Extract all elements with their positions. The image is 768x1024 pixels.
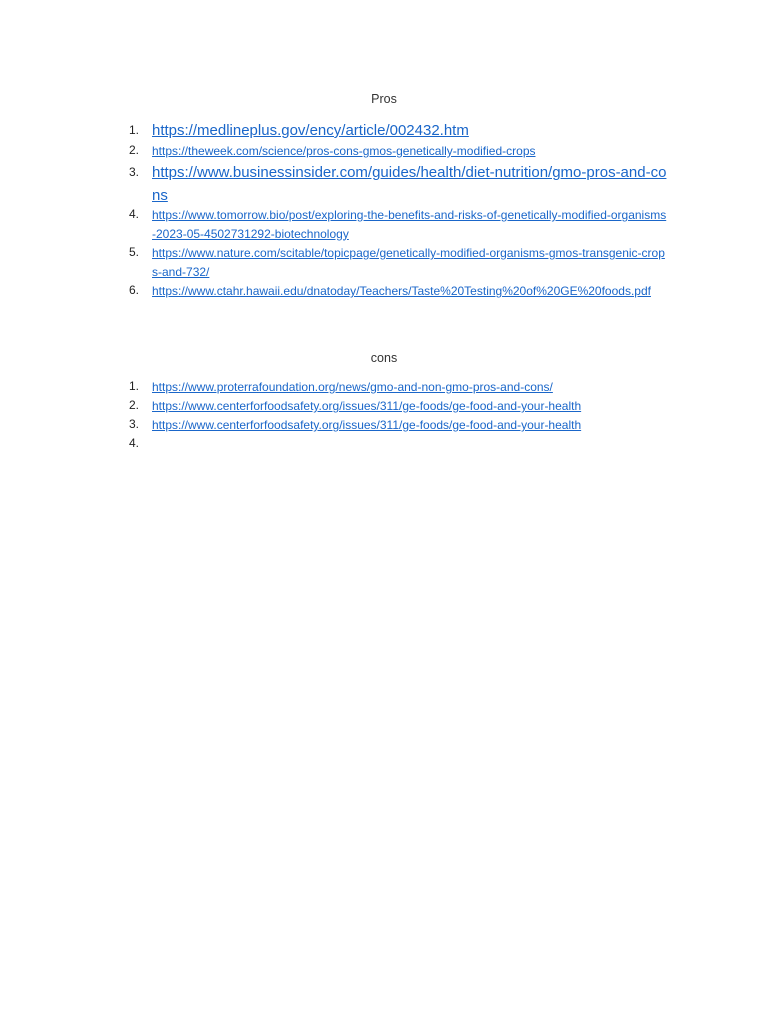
pros-heading: Pros (371, 92, 397, 106)
cons-link-2[interactable]: https://www.centerforfoodsafety.org/issues/311/ge-foods/ge-food-and-your-health (152, 399, 582, 413)
list-number: 6. (129, 283, 140, 297)
pros-link-6[interactable]: https://www.ctahr.hawaii.edu/dnatoday/Teachers/Taste%20Testing%20of%20GE%20foods.pdf (152, 284, 651, 298)
list-item (0, 244, 768, 282)
list-number: 2. (129, 143, 140, 157)
list-number: 4. (129, 207, 140, 221)
list-item (0, 378, 768, 397)
list-number: 1. (129, 123, 140, 137)
list-item (0, 162, 768, 206)
cons-link-1[interactable]: https://www.proterrafoundation.org/news/gmo-and-non-gmo-pros-and-cons/ (152, 380, 553, 394)
pros-link-3[interactable]: https://www.businessinsider.com/guides/health/diet-nutrition/gmo-pros-and-cons (152, 164, 667, 204)
list-item (0, 282, 768, 320)
list-number: 4. (129, 436, 140, 450)
list-number: 3. (129, 165, 140, 179)
list-item (0, 142, 768, 162)
pros-link-5[interactable]: https://www.nature.com/scitable/topicpage/genetically-modified-organisms-gmos-transgenic-crops-and-732/ (152, 246, 665, 279)
pros-link-2[interactable]: https://theweek.com/science/pros-cons-gmos-genetically-modified-crops (152, 144, 536, 158)
list-number: 5. (129, 245, 140, 259)
list-number: 1. (129, 379, 140, 393)
cons-link-3[interactable]: https://www.centerforfoodsafety.org/issues/311/ge-foods/ge-food-and-your-health (152, 418, 582, 432)
pros-link-1[interactable]: https://medlineplus.gov/ency/article/002432.htm (152, 122, 469, 139)
list-item (0, 416, 768, 435)
list-item (0, 206, 768, 244)
list-item (0, 120, 768, 142)
list-number: 3. (129, 417, 140, 431)
cons-link-list (0, 378, 768, 454)
pros-link-list (0, 120, 768, 320)
pros-link-4[interactable]: https://www.tomorrow.bio/post/exploring-the-benefits-and-risks-of-genetically-modified-organisms-2023-05-4502731292-biotechnology (152, 208, 667, 241)
list-item (0, 397, 768, 416)
cons-heading: cons (370, 351, 398, 365)
list-item (0, 435, 768, 454)
list-number: 2. (129, 398, 140, 412)
